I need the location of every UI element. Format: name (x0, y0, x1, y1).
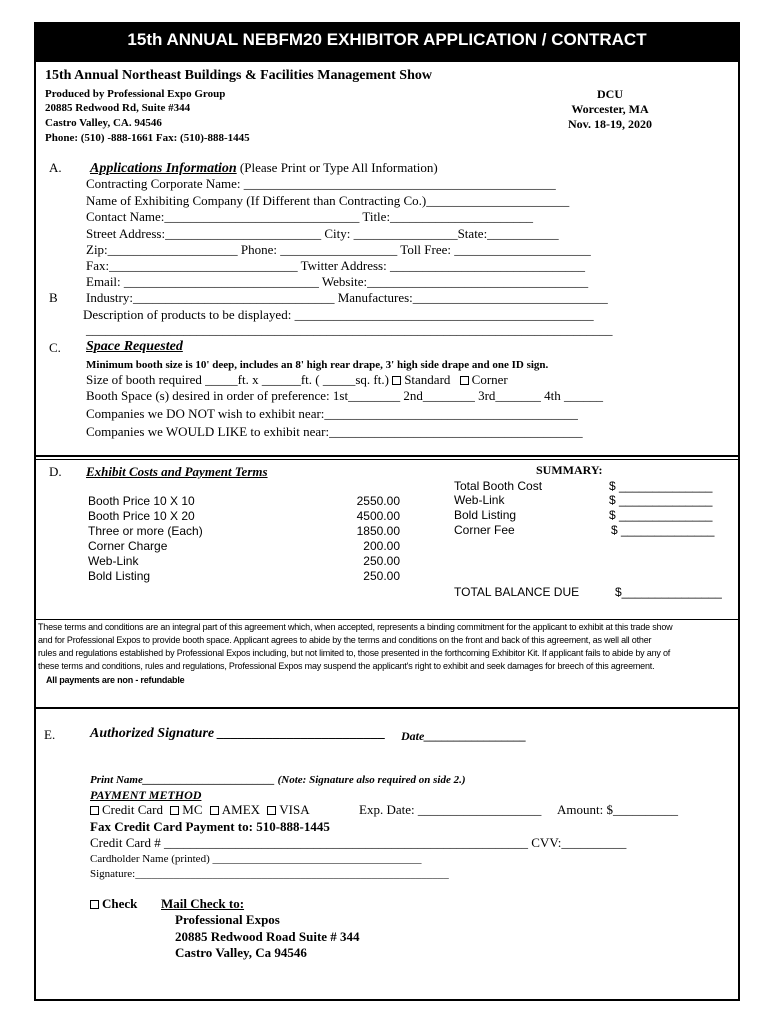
section-b-letter: B (49, 290, 58, 305)
price-label-row: Corner Charge (88, 539, 168, 553)
form-title: 15th ANNUAL NEBFM20 EXHIBITOR APPLICATION / CONTRACT (36, 24, 738, 62)
price-value: 250.00 (363, 554, 400, 568)
divider-d-terms (36, 619, 738, 620)
price-value: 4500.00 (356, 509, 400, 523)
summary-field-corner-fee[interactable]: $ ______________ (611, 523, 715, 537)
price-value: 200.00 (363, 539, 400, 553)
summary-field-total-booth-cost[interactable]: $ ______________ (609, 479, 713, 493)
section-e-letter: E. (44, 727, 56, 742)
section-d-title: Exhibit Costs and Payment Terms (86, 464, 268, 479)
terms-line: these terms and conditions, rules and regulations, Professional Expos may suspend the applicant's right to exhibit and seek damages for breech of this agreement. (38, 661, 655, 671)
field-industry-manufactures[interactable]: Industry:_______________________________ Manufactures:______________________________ (86, 290, 608, 305)
amex-label: AMEX (221, 802, 261, 817)
field-street-city-state[interactable]: Street Address:________________________ City: ________________State:___________ (86, 226, 559, 241)
price-value: 250.00 (363, 569, 400, 583)
standard-checkbox[interactable] (392, 376, 401, 385)
amex-checkbox[interactable] (210, 806, 219, 815)
standard-label: Standard (404, 372, 451, 387)
terms-line: rules and regulations established by Professional Expos including, but not limited to, those presented in the forthcoming Exhibitor Kit. If applicant fails to abide by any of (38, 648, 671, 658)
divider-c-d-thin (36, 459, 738, 460)
visa-label: VISA (279, 802, 310, 817)
exp-date-field[interactable]: Exp. Date: ___________________ (359, 802, 542, 817)
price-label-row: Booth Price 10 X 20 (88, 509, 195, 523)
field-fax-twitter[interactable]: Fax:_____________________________ Twitter Address: ______________________________ (86, 258, 585, 273)
field-contracting-corporate-name[interactable]: Contracting Corporate Name: ________________________________________________ (86, 176, 556, 191)
card-signature-field[interactable]: Signature:_________________________________________________________ (90, 868, 449, 880)
total-balance-label: TOTAL BALANCE DUE (454, 585, 580, 599)
mail-address-line: Castro Valley, Ca 94546 (175, 945, 307, 960)
address-line-2: Castro Valley, CA. 94546 (45, 117, 162, 129)
price-label-row: Bold Listing (88, 569, 151, 583)
venue: DCU (597, 87, 623, 101)
field-zip-phone-tollfree[interactable]: Zip:____________________ Phone: __________________ Toll Free: _____________________ (86, 242, 591, 257)
non-refundable-note: All payments are non - refundable (46, 675, 185, 685)
summary-label: Corner Fee (454, 523, 515, 537)
price-value: 1850.00 (356, 524, 400, 538)
corner-label: Corner (471, 372, 508, 387)
price-label-row: Web-Link (88, 554, 139, 568)
summary-field-web-link[interactable]: $ ______________ (609, 493, 713, 507)
field-do-not-exhibit-near[interactable]: Companies we DO NOT wish to exhibit near:_______________________________________ (86, 406, 578, 421)
credit-card-checkbox[interactable] (90, 806, 99, 815)
credit-card-label: Credit Card (102, 802, 164, 817)
section-c-letter: C. (49, 340, 61, 355)
section-a-title: Applications Information (90, 161, 237, 176)
price-value: 2550.00 (356, 494, 400, 508)
divider-terms-e (36, 707, 738, 709)
payment-method-title: PAYMENT METHOD (90, 788, 202, 802)
section-a-note: (Please Print or Type All Information) (239, 160, 438, 175)
price-label-row: Booth Price 10 X 10 (88, 494, 195, 508)
address-line-1: 20885 Redwood Rd, Suite #344 (45, 102, 191, 114)
amount-field[interactable]: Amount: $__________ (557, 802, 678, 817)
field-contact-name-title[interactable]: Contact Name:______________________________ Title:______________________ (86, 209, 534, 224)
field-email-website[interactable]: Email: ______________________________ Website:__________________________________ (86, 274, 589, 289)
total-balance-field[interactable]: $_______________ (615, 585, 722, 599)
summary-label: Web-Link (454, 493, 505, 507)
check-label: Check (102, 896, 138, 911)
summary-label: Bold Listing (454, 508, 517, 522)
authorized-signature-field[interactable]: Authorized Signature ________________________ (90, 726, 386, 741)
field-exhibiting-company[interactable]: Name of Exhibiting Company (If Different than Contracting Co.)______________________ (86, 193, 570, 208)
field-product-description-line-2[interactable]: _________________________________________________________________________________ (86, 322, 613, 337)
fax-payment-note: Fax Credit Card Payment to: 510-888-1445 (90, 819, 330, 834)
mc-label: MC (182, 802, 203, 817)
terms-line: and for Professional Expos to provide booth space. Applicant agrees to abide by the terms and conditions on the front and back of this agreement, as well all other (38, 635, 652, 645)
show-name: 15th Annual Northeast Buildings & Facilities Management Show (45, 68, 432, 83)
section-c-title: Space Requested (86, 339, 183, 354)
divider-c-d (36, 455, 738, 457)
credit-card-number-field[interactable]: Credit Card # ________________________________________________________ CVV:__________ (90, 835, 627, 850)
signature-date-field[interactable]: Date_________________ (401, 729, 527, 743)
check-checkbox[interactable] (90, 900, 99, 909)
summary-field-bold-listing[interactable]: $ ______________ (609, 508, 713, 522)
field-product-description[interactable]: Description of products to be displayed: ______________________________________________ (83, 307, 594, 322)
cardholder-name-field[interactable]: Cardholder Name (printed) ______________________________________ (90, 853, 422, 865)
field-would-like-exhibit-near[interactable]: Companies we WOULD LIKE to exhibit near:_______________________________________ (86, 424, 583, 439)
section-d-letter: D. (49, 464, 62, 479)
corner-checkbox[interactable] (460, 376, 469, 385)
phone-fax: Phone: (510) -888-1661 Fax: (510)-888-1445 (45, 132, 250, 144)
venue-city: Worcester, MA (571, 102, 649, 116)
visa-checkbox[interactable] (267, 806, 276, 815)
field-booth-size[interactable]: Size of booth required _____ft. x ______ft. ( _____sq. ft.) (86, 372, 389, 387)
mail-check-title: Mail Check to: (161, 896, 245, 911)
summary-label: Total Booth Cost (454, 479, 543, 493)
producer: Produced by Professional Expo Group (45, 88, 226, 100)
terms-line: These terms and conditions are an integral part of this agreement which, when accepted, represents a binding commitment for the applicant to exhibit at this trade show (38, 622, 673, 632)
summary-title: SUMMARY: (536, 463, 603, 477)
print-name-field[interactable]: Print Name________________________ (Note: Signature also required on side 2.) (90, 774, 466, 786)
mail-address-line: 20885 Redwood Road Suite # 344 (175, 929, 360, 944)
mc-checkbox[interactable] (170, 806, 179, 815)
price-label-row: Three or more (Each) (88, 524, 203, 538)
mail-address-line: Professional Expos (175, 912, 280, 927)
field-booth-preference[interactable]: Booth Space (s) desired in order of preference: 1st________ 2nd________ 3rd_______ 4th ______ (86, 388, 604, 403)
section-a-letter: A. (49, 160, 62, 175)
show-dates: Nov. 18-19, 2020 (568, 117, 652, 131)
min-booth-size-note: Minimum booth size is 10' deep, includes an 8' high rear drape, 3' high side drape and one ID sign. (86, 359, 549, 371)
